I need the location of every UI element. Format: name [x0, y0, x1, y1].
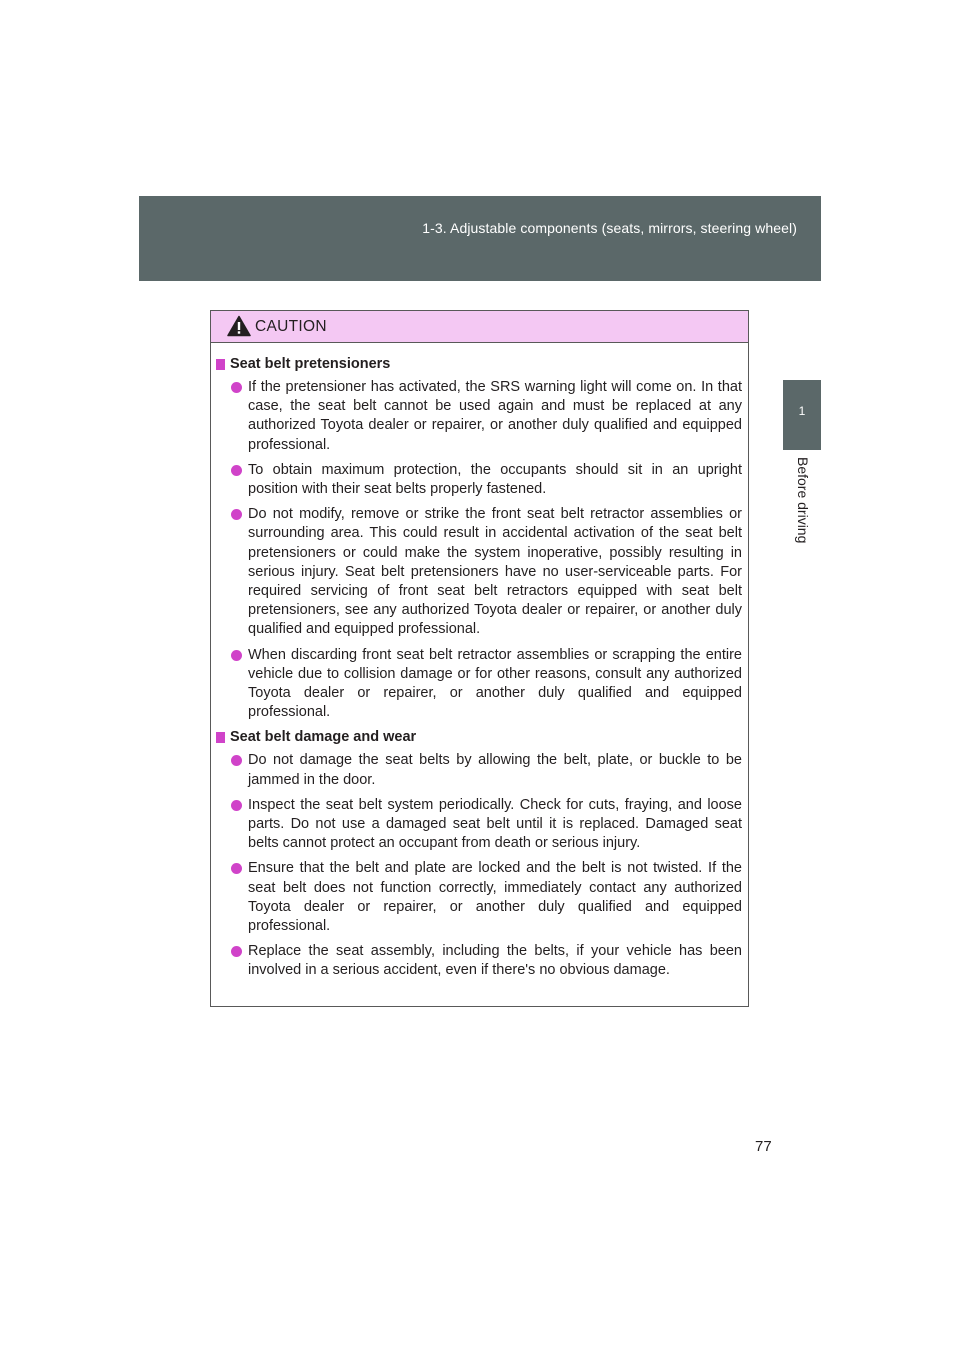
bullet-dot-icon — [231, 800, 242, 811]
bullet-dot-icon — [231, 946, 242, 957]
list-item — [216, 461, 742, 499]
bullet-dot-icon — [231, 382, 242, 393]
list-item — [216, 505, 742, 639]
caution-body — [211, 343, 748, 981]
list-item — [216, 859, 742, 936]
page-number: 77 — [755, 1138, 772, 1155]
caution-box — [210, 310, 749, 1007]
list-item — [216, 942, 742, 980]
bullet-dot-icon — [231, 509, 242, 520]
list-item-text: Replace the seat assembly, including the belts, if your vehicle has been involved in a serious accident, even if there's no obvious damage. — [248, 943, 742, 979]
list-item-text: Do not damage the seat belts by allowing the belt, plate, or buckle to be jammed in the door. — [248, 752, 742, 788]
list-item — [216, 646, 742, 723]
chapter-tab — [783, 380, 821, 450]
section-title: 1-3. Adjustable components (seats, mirrors, steering wheel) — [422, 220, 797, 236]
section-heading-text: Seat belt pretensioners — [230, 356, 391, 372]
chapter-number: 1 — [798, 404, 806, 418]
section-heading-pretensioners — [216, 355, 742, 374]
list-item-text: When discarding front seat belt retractor assemblies or scrapping the entire vehicle due to collision damage or for other reasons, consult any authorized Toyota dealer or repairer, or another duly qualified and equipped professional. — [248, 646, 742, 721]
section-heading-damage-wear — [216, 728, 742, 747]
chapter-label: Before driving — [795, 457, 811, 544]
list-item-text: Inspect the seat belt system periodically. Check for cuts, fraying, and loose parts. Do not use a damaged seat belt until it is replaced. Damaged seat belts cannot protect an occupant from death or serious injury. — [248, 796, 742, 852]
bullet-dot-icon — [231, 465, 242, 476]
caution-title: CAUTION — [255, 318, 327, 335]
list-item — [216, 796, 742, 854]
list-item-text: To obtain maximum protection, the occupants should sit in an upright position with their seat belts properly fastened. — [248, 461, 742, 498]
bullet-dot-icon — [231, 755, 242, 766]
square-bullet-icon — [216, 359, 225, 370]
square-bullet-icon — [216, 732, 225, 743]
list-item-text: Do not modify, remove or strike the front seat belt retractor assemblies or surrounding area. This could result in accidental activation of the seat belt pretensioners or could make the system inoperative, possibly resulting in serious injury. Seat belt pretensioners have no user-serviceable parts. For required servicing of front seat belt retractors equipped with seat belt pretensioners, see any authorized Toyota dealer or repairer, or another duly qualified and equipped professional. — [248, 506, 742, 638]
caution-header — [211, 311, 748, 343]
list-item-text: If the pretensioner has activated, the SRS warning light will come on. In that case, the seat belt cannot be used again and must be replaced at any authorized Toyota dealer or repairer, or another duly qualified and equipped professional. — [248, 379, 742, 453]
bullet-dot-icon — [231, 863, 242, 874]
list-item — [216, 378, 742, 455]
warning-triangle-icon — [227, 315, 251, 337]
list-item — [216, 751, 742, 789]
bullet-dot-icon — [231, 650, 242, 661]
header-band — [139, 196, 821, 281]
section-heading-text: Seat belt damage and wear — [230, 729, 417, 746]
list-item-text: Ensure that the belt and plate are locked and the belt is not twisted. If the seat belt does not function correctly, immediately contact any authorized Toyota dealer or repairer, or another duly qualified and equipped professional. — [248, 860, 742, 935]
